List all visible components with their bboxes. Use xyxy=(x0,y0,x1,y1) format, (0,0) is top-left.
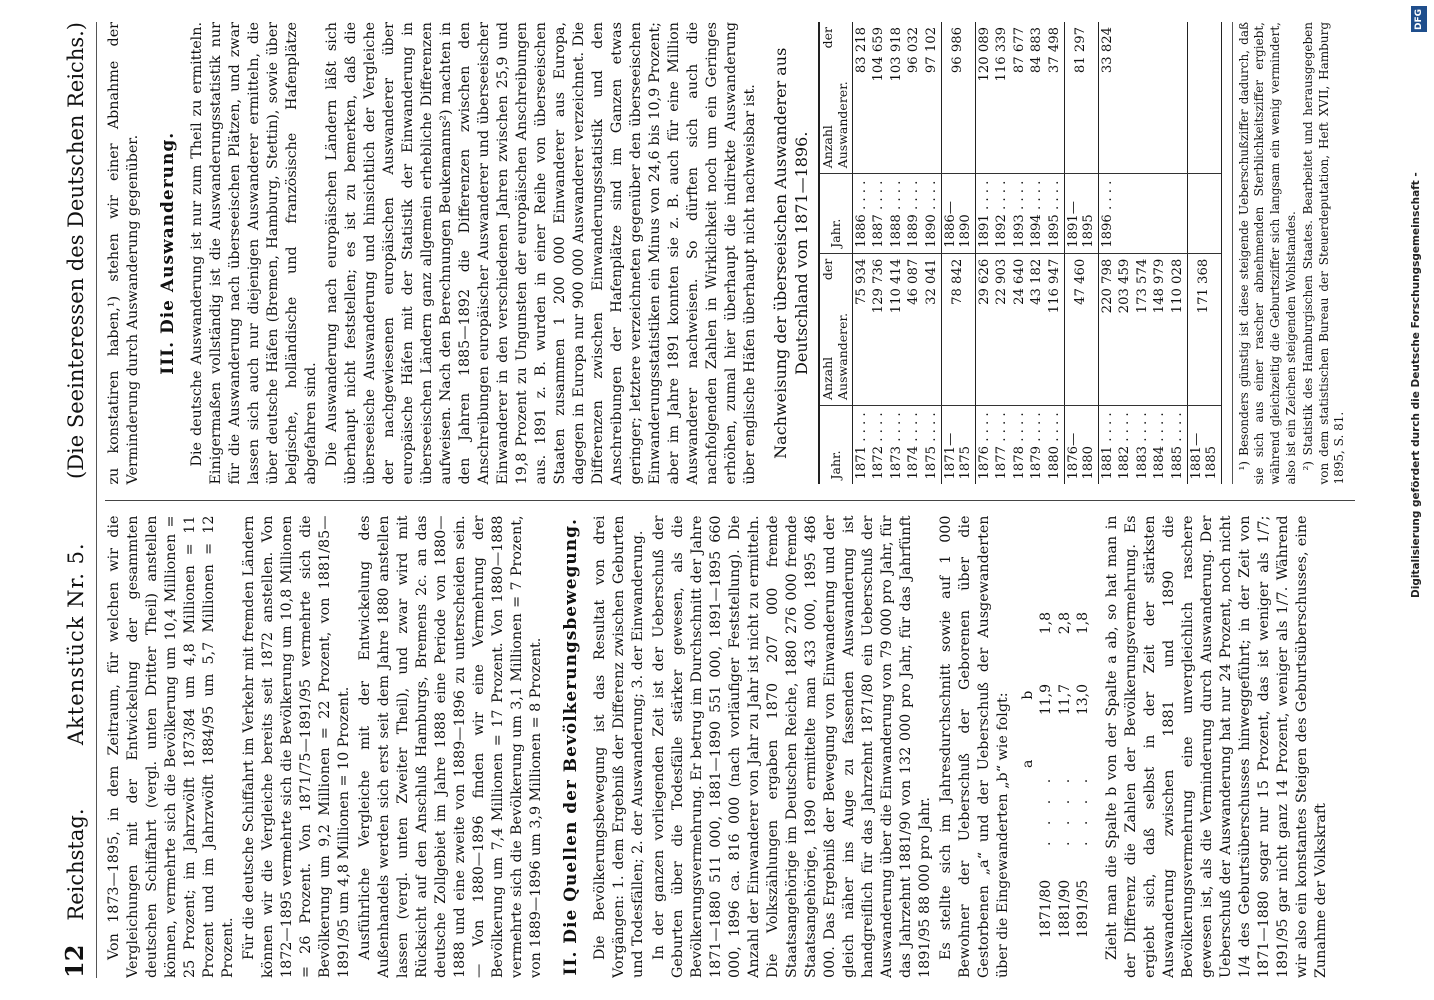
credit-text: Digitalisierung gefördert durch die Deutsche Forschungsgemeinschaft - xyxy=(1410,172,1422,598)
emigration-table xyxy=(818,22,1222,485)
count-cell: 24 640 xyxy=(1011,253,1029,405)
running-head-right: (Die Seeinteressen des Deutschen Reichs.) xyxy=(64,22,88,479)
year-cell xyxy=(1116,174,1134,254)
count-cell: 97 102 xyxy=(923,22,941,174)
count-cell xyxy=(1134,22,1152,174)
table-row xyxy=(1028,22,1046,485)
paragraph: Die Auswanderung nach europäischen Ländern läßt sich überhaupt nicht feststellen; es ist zu bemerken, daß die überseeische Auswanderung und hinsichtlich der Vergleiche der nachgewiesenen europäischen Auswanderer über europäische Häfen mit der Statistik der Einwanderung in überseeischen Ländern ganz allgemein erhebliche Differenzen aufweisen. Nach den Berechnungen Beukemanns²) machten in den Jahren 1885—1892 die Differenzen zwischen den Anschreibungen europäischer Auswanderer und überseeischer Einwanderer in den verschiedenen Jahren zwischen 25,9 und 19,8 Prozent zu Ungunsten der europäischen Anschreibungen aus. 1891 z. B. wurden in einer Reihe von überseeischen Staaten zusammen 1 200 000 Einwanderer aus Europa, dagegen in Europa nur 900 000 Auswanderer verzeichnet. Die Differenzen zwischen Einwanderungsstatistik und den Anschreibungen der Hafenplätze sind im Ganzen etwas geringer; letztere verzeichneten gegenüber den überseeischen Einwanderungsstatistiken ein Minus von 24,6 bis 10,9 Prozent; aber im Jahre 1891 konnten sie z. B. auch für eine Million Auswanderer nachweisen. So dürften sich auch die nachfolgenden Zahlen in Wirklichkeit noch um ein Geringes erhöhen, zumal hier überhaupt die indirekte Auswanderung über englische Häfen überhaupt nicht nachweisbar ist. xyxy=(323,22,758,485)
year-cell xyxy=(1169,174,1187,254)
count-header: Anzahl der Auswanderer. xyxy=(819,22,852,174)
count-cell: 120 089 xyxy=(975,22,993,174)
paragraph: zu konstatiren haben,¹) stehen wir einer Abnahme der Verminderung durch Auswanderung gegenüber. xyxy=(106,22,141,485)
year-cell: 1883 . . . . xyxy=(1134,412,1150,480)
count-cell: 129 736 xyxy=(870,253,888,405)
count-cell: 104 659 xyxy=(870,22,888,174)
running-head-center: Aktenstück Nr. 5. xyxy=(64,542,88,746)
table-sum-row xyxy=(941,22,975,485)
year-cell: 1890 . . . . xyxy=(923,174,941,254)
year-cell: 1884 . . . . xyxy=(1152,412,1168,480)
paragraph: Die Bevölkerungsbewegung ist das Resultat von drei Vorgängen: 1. dem Ergebniß der Differenz zwischen Geburten und Todesfällen; 2. der Auswanderung; 3. der Einwanderung. xyxy=(591,515,646,978)
count-cell: 37 498 xyxy=(1046,22,1064,174)
running-head-left: Reichstag. xyxy=(64,808,88,921)
average-cell xyxy=(1187,22,1221,174)
year-header: Jahr. xyxy=(819,174,852,254)
table-row xyxy=(923,22,941,485)
year-cell: 1881 . . . . xyxy=(1099,412,1115,480)
table-row xyxy=(852,22,870,485)
year-header: Jahr. xyxy=(819,406,852,485)
period-cell: 1891—1895 xyxy=(1064,174,1098,254)
count-cell: 83 218 xyxy=(852,22,870,174)
table-row xyxy=(1074,516,1093,939)
page-number: 12 xyxy=(60,944,89,978)
footnotes xyxy=(1232,22,1348,485)
rotated-page xyxy=(50,0,1370,1000)
footnote: ¹) Besonders günstig ist diese steigende Ueberschußziffer dadurch, daß sie sich aus einer rascher abnehmenden Sterblichkeitsziffer ergiebt, während gleichzeitig die Geburtsziffer sich langsam ein wenig vermindert, also ist ein Zeichen steigenden Wohlstandes. xyxy=(1236,22,1298,485)
average-cell: 171 368 xyxy=(1187,253,1221,405)
year-cell: 1873 . . . . xyxy=(888,412,904,480)
right-column xyxy=(105,22,1355,501)
count-cell: 75 934 xyxy=(852,253,870,405)
table-row xyxy=(1169,22,1187,485)
footnote: ²) Statistik des Hamburgischen Staates. Bearbeitet und herausgegeben von dem statistischen Bureau der Steuerdeputation, Heft XVII, Hamburg 1895, S. 81. xyxy=(1301,22,1347,485)
count-cell: 29 626 xyxy=(975,253,993,405)
count-cell xyxy=(1116,22,1134,174)
count-cell: 46 087 xyxy=(905,253,923,405)
table-row xyxy=(993,22,1011,485)
year-cell: 1885 . . . . xyxy=(1170,412,1186,480)
year-cell: 1896 . . . . xyxy=(1098,174,1116,254)
count-header: Anzahl der Auswanderer. xyxy=(819,253,852,405)
year-cell: 1889 . . . . xyxy=(905,174,923,254)
table-row xyxy=(905,22,923,485)
year-cell: 1891 . . . . xyxy=(975,174,993,254)
surplus-table xyxy=(1019,516,1093,939)
paragraph: In der ganzen vorliegenden Zeit ist der Ueberschuß der Geburten über die Todesfälle stärker gewesen, als die Bevölkerungsvermehrung. Er betrug im Durchschnitt der Jahre 1871—1880 511 000, 1881—1890 551 000, 1891—1895 660 000, 1896 ca. 816 000 (nach vorläufiger Feststellung). Die Anzahl der Einwanderer von Jahr zu Jahr ist nicht zu ermitteln. Die Volkszählungen ergaben 1870 207 000 fremde Staatsangehörige im Deutschen Reiche, 1880 276 000 fremde Staatsangehörige, 1890 ermittelte man 433 000, 1895 486 000. Das Ergebniß der Bewegung von Einwanderung und der gleich näher ins Auge zu fassenden Auswanderung ist handgreiflich für das Jahrzehnt 1871/80 ein Ueberschuß der Auswanderung über die Einwanderung von 79 000 pro Jahr, für das Jahrzehnt 1881/90 von 132 000 pro Jahr, für das Jahrfünft 1891/95 88 000 pro Jahr. xyxy=(650,515,933,978)
leader-dots: . . . . xyxy=(1075,772,1092,846)
year-cell xyxy=(1134,174,1152,254)
table-sum-row xyxy=(1187,22,1221,485)
count-cell: 148 979 xyxy=(1151,253,1169,405)
paragraph: Es stellte sich im Jahresdurchschnitt sowie auf 1 000 Bewohner der Ueberschuß der Geborenen über die Gestorbenen „a“ und der Ueberschuß der Ausgewanderten über die Eingewanderten „b“ wie folgt: xyxy=(937,515,1011,978)
table-row xyxy=(1116,22,1134,485)
count-cell: 116 339 xyxy=(993,22,1011,174)
table-row xyxy=(1098,22,1116,485)
average-cell: 81 297 xyxy=(1064,22,1098,174)
text-columns xyxy=(105,22,1355,978)
year-cell xyxy=(1151,174,1169,254)
year-cell: 1882 . . . . xyxy=(1117,412,1133,480)
count-cell: 96 032 xyxy=(905,22,923,174)
year-cell: 1871 . . . . xyxy=(853,412,869,480)
value-b-cell: 1,8 xyxy=(1038,612,1055,635)
table-row xyxy=(1046,22,1064,485)
section-ii-heading: II. Die Quellen der Bevölkerungsbewegung. xyxy=(561,518,581,976)
count-cell xyxy=(1151,22,1169,174)
value-a-cell: 11,9 xyxy=(1038,684,1055,716)
emigration-table-title: Nachweisung der überseeischen Auswanderer aus Deutschland von 1871—1896. xyxy=(770,47,811,459)
count-cell: 32 041 xyxy=(923,253,941,405)
count-cell: 84 883 xyxy=(1028,22,1046,174)
count-cell: 203 459 xyxy=(1116,253,1134,405)
count-cell: 173 574 xyxy=(1134,253,1152,405)
table-row xyxy=(1011,22,1029,485)
count-cell: 116 947 xyxy=(1046,253,1064,405)
year-cell: 1872 . . . . xyxy=(871,412,887,480)
leader-dots: . . . . xyxy=(1038,772,1055,846)
count-cell: 22 903 xyxy=(993,253,1011,405)
year-cell: 1886 . . . . xyxy=(852,174,870,254)
average-cell: 47 460 xyxy=(1064,253,1098,405)
running-head xyxy=(60,22,97,978)
year-cell: 1875 . . . . xyxy=(923,412,939,480)
count-cell: 87 677 xyxy=(1011,22,1029,174)
count-cell: 220 798 xyxy=(1098,253,1116,405)
year-cell: 1879 . . . . xyxy=(1029,412,1045,480)
value-a-cell: 13,0 xyxy=(1075,684,1092,716)
period-cell: 1871/80 xyxy=(1038,879,1055,938)
paragraph: Für die deutsche Schiffahrt im Verkehr mit fremden Ländern können wir die Vergleiche bereits seit 1872 anstellen. Von 1872—1895 vermehrte sich die Bevölkerung um 10,8 Millionen = 26 Prozent. Von 1871/75—1891/95 vermehrte sich die Bevölkerung um 9,2 Millionen = 22 Prozent, von 1881/85—1891/95 um 4,8 Millionen = 10 Prozent. xyxy=(241,515,352,978)
surplus-table-header xyxy=(1019,516,1038,939)
left-column xyxy=(105,501,1355,979)
table-row xyxy=(870,22,888,485)
col-a-label: a xyxy=(1019,759,1036,768)
average-cell: 78 842 xyxy=(941,253,975,405)
table-row xyxy=(1056,516,1075,939)
count-cell: 33 824 xyxy=(1098,22,1116,174)
period-cell: 1886—1890 xyxy=(941,174,975,254)
col-b-label: b xyxy=(1019,690,1036,700)
year-cell: 1887 . . . . xyxy=(870,174,888,254)
digitization-credit xyxy=(1410,6,1428,986)
paragraph: Von 1873—1895, in dem Zeitraum, für welchen wir die Vergleichungen mit der Entwickelung der gesammten deutschen Schiffahrt (vergl. unten Dritter Theil) anstellen können, vermehrte sich die Bevölkerung um 10,4 Millionen = 25 Prozent; im Jahrzwölft 1873/84 um 4,8 Millionen = 11 Prozent und im Jahrzwölft 1884/95 um 5,7 Millionen = 12 Prozent. xyxy=(106,515,236,978)
dfg-logo: DFG xyxy=(1411,6,1427,32)
paragraph: Ausführliche Vergleiche mit der Entwickelung des Außenhandels werden sich erst seit dem Jahre 1880 anstellen lassen (vergl. unten Zweiter Theil), und zwar wird mit Rücksicht auf den Anschluß Hamburgs, Bremens 2c. an das deutsche Zollgebiet im Jahre 1888 eine Periode von 1880—1888 und eine zweite von 1889—1896 zu unterscheiden sein. — Von 1880—1896 finden wir eine Vermehrung der Bevölkerung um 7,4 Millionen = 17 Prozent. Von 1880—1888 vermehrte sich die Bevölkerung um 3,1 Millionen = 7 Prozent, von 1889—1896 um 3,9 Millionen = 8 Prozent. xyxy=(357,515,544,978)
year-cell: 1876 . . . . xyxy=(976,412,992,480)
period-cell: 1871—1875 xyxy=(941,406,975,485)
count-cell: 110 414 xyxy=(888,253,906,405)
table-row xyxy=(888,22,906,485)
section-iii-heading: III. Die Auswanderung. xyxy=(158,131,178,375)
year-cell: 1880 . . . . xyxy=(1047,412,1062,480)
table-row xyxy=(975,22,993,485)
period-cell: 1881/90 xyxy=(1056,879,1073,938)
table-row xyxy=(1134,22,1152,485)
period-cell: 1876—1880 xyxy=(1064,406,1098,485)
year-cell: 1893 . . . . xyxy=(1011,174,1029,254)
year-cell: 1878 . . . . xyxy=(1011,412,1027,480)
average-cell: 96 986 xyxy=(941,22,975,174)
count-cell xyxy=(1169,22,1187,174)
leader-dots: . . . . xyxy=(1056,772,1073,846)
year-cell: 1892 . . . . xyxy=(993,174,1011,254)
period-cell xyxy=(1187,174,1221,254)
period-cell: 1881—1885 xyxy=(1187,406,1221,485)
year-cell: 1894 . . . . xyxy=(1028,174,1046,254)
count-cell: 43 182 xyxy=(1028,253,1046,405)
paragraph: Die deutsche Auswanderung ist nur zum Theil zu ermitteln. Einigermaßen vollständig ist die Auswanderungsstatistik nur für die Auswanderung nach überseeischen Plätzen, und zwar lassen sich auch nur diejenigen Auswanderer ermitteln, die über deutsche Häfen (Bremen, Hamburg, Stettin), sowie über belgische, holländische und französische Hafenplätze abgefahren sind. xyxy=(188,22,319,485)
value-b-cell: 2,8 xyxy=(1056,612,1073,635)
year-cell: 1877 . . . . xyxy=(994,412,1010,480)
value-b-cell: 1,8 xyxy=(1075,612,1092,635)
year-cell: 1874 . . . . xyxy=(906,412,922,480)
paragraph: Zieht man die Spalte b von der Spalte a ab, so hat man in der Differenz die Zahlen der Bevölkerungsvermehrung. Es ergiebt sich, daß selbst in der Zeit der stärksten Auswanderung zwischen 1881 und 1890 die Bevölkerungsvermehrung eine unvergleichlich raschere gewesen ist, als die Verminderung durch Auswanderung. Der Ueberschuß der Auswanderung hat nur 24 Prozent, noch nicht 1/4 des Geburtsüberschusses hinweggeführt; in der Zeit von 1871—1880 sogar nur 15 Prozent, das ist weniger als 1/7; 1891/95 gar nicht ganz 14 Prozent, weniger als 1/7. Während wir also ein konstantes Steigen des Geburtsüberschusses, eine Zunahme der Volkskraft xyxy=(1104,515,1330,978)
table-sum-row xyxy=(1064,22,1098,485)
period-cell: 1891/95 xyxy=(1075,879,1092,938)
count-cell: 103 918 xyxy=(888,22,906,174)
year-cell: 1888 . . . . xyxy=(888,174,906,254)
table-row xyxy=(1037,516,1056,939)
year-cell: 1895 . . . . xyxy=(1046,174,1064,254)
count-cell: 110 028 xyxy=(1169,253,1187,405)
value-a-cell: 11,7 xyxy=(1056,684,1073,716)
table-row xyxy=(1151,22,1169,485)
